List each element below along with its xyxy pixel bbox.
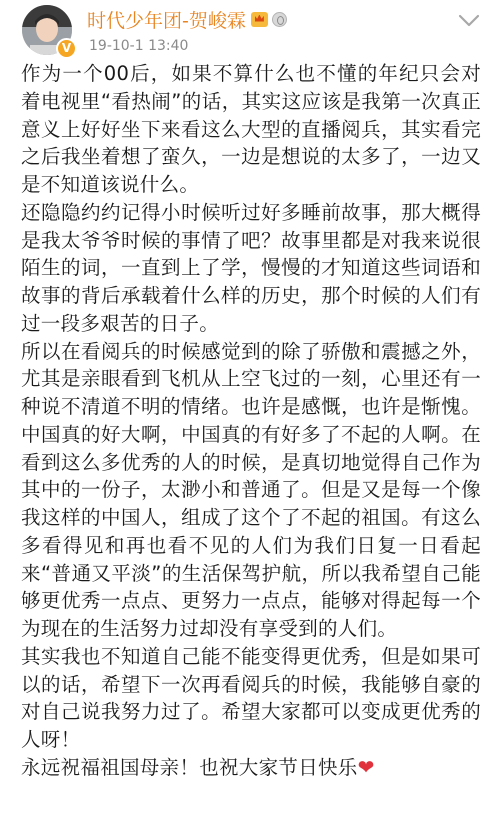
post-body bbox=[21, 60, 481, 782]
medal-icon[interactable] bbox=[272, 12, 287, 27]
post-paragraph: 作为一个00后，如果不算什么也不懂的年纪只会对着电视里“看热闹”的话，其实这应该是我第一次真正意义上好好坐下来看这么大型的直播阅兵，其实看完之后我坐着想了蛮久，一边是想说的太多了，一边又是不知道该说什么。 bbox=[21, 62, 481, 196]
post-closing-line bbox=[21, 754, 481, 782]
post-paragraph: 还隐隐约约记得小时候听过好多睡前故事，那大概得是我太爷爷时候的事情了吧？故事里都是对我来说很陌生的词，一直到上了学，慢慢的才知道这些词语和故事的背后承载着什么样的历史，那个时候的人们有过一段多艰苦的日子。 bbox=[21, 200, 481, 335]
post-paragraph: 其实我也不知道自己能不能变得更优秀，但是如果可以的话，希望下一次再看阅兵的时候，我能够自豪的对自己说我努力过了。希望大家都可以变成更优秀的人呀！ bbox=[21, 644, 481, 751]
crown-badge-icon[interactable] bbox=[251, 12, 268, 27]
post-paragraph: 所以在看阅兵的时候感觉到的除了骄傲和震撼之外，尤其是亲眼看到飞机从上空飞过的一刻，心里还有一种说不清道不明的情绪。也许是感慨，也许是惭愧。中国真的好大啊，中国真的有好多了不起的人啊。在看到这么多优秀的人的时候，是真切地觉得自己作为其中的一份子，太渺小和普通了。但是又是每一个像我这样的中国人，组成了这个了不起的祖国。有这么多看得见和再也看不见的人们为我们日复一日看起来“普通又平淡”的生活保驾护航，所以我希望自己能够更优秀一点点、更努力一点点，能够对得起每一个为现在的生活努力过却没有享受到的人们。 bbox=[21, 339, 481, 640]
post-timestamp: 19-10-1 13:40 bbox=[89, 38, 189, 54]
author-row bbox=[87, 6, 287, 32]
post-paragraph: 永远祝福祖国母亲！也祝大家节日快乐 bbox=[21, 755, 358, 779]
verified-v-icon: V bbox=[56, 38, 77, 59]
author-name[interactable]: 时代少年团-贺峻霖 bbox=[87, 9, 246, 32]
chevron-down-icon[interactable] bbox=[457, 12, 481, 30]
post-header bbox=[0, 0, 499, 62]
red-heart-icon: ❤ bbox=[357, 754, 375, 779]
